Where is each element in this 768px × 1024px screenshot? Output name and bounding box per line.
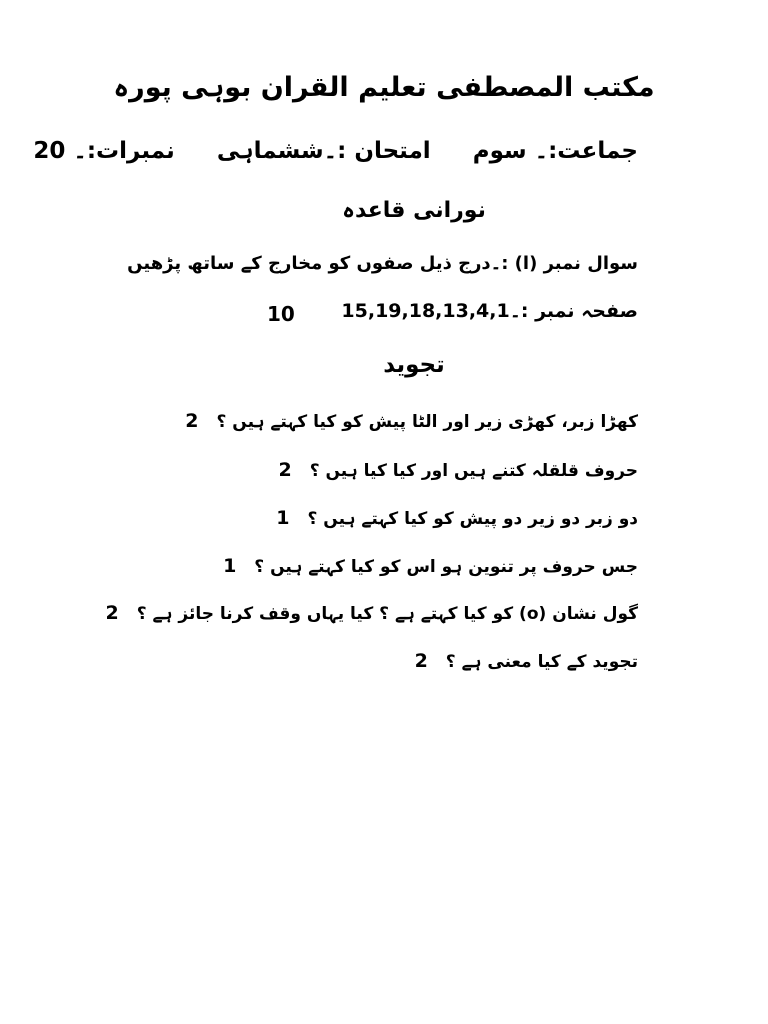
tajweed-question	[278, 459, 638, 481]
tajweed-question	[276, 507, 638, 529]
class-field: جماعت:۔ سوم	[472, 138, 638, 164]
question-text: جس حروف پر تنوین ہو اس کو کیا کہتے ہیں ؟	[254, 557, 638, 577]
exam-field: امتحان :۔ششماہی	[216, 138, 431, 164]
tajweed-question	[185, 410, 638, 432]
question-marks: 2	[278, 459, 292, 481]
school-title: مکتب المصطفی تعلیم القران بوہی پورہ	[113, 72, 655, 103]
question-text: دو زبر دو زیر دو پیش کو کیا کہتے ہیں ؟	[307, 509, 638, 529]
question-text: تجوید کے کیا معنی ہے ؟	[445, 652, 638, 672]
question-marks: 1	[223, 555, 237, 577]
question-marks: 2	[105, 602, 119, 624]
question-text: گول نشان (o) کو کیا کہتے ہے ؟ کیا یہاں وقف کرنا جائز ہے ؟	[136, 604, 638, 624]
section-heading-tajweed: تجوید	[383, 352, 445, 378]
tajweed-question	[106, 602, 638, 624]
tajweed-question	[223, 555, 638, 577]
pages-list: صفحہ نمبر :۔15,19,18,13,4,1	[341, 300, 638, 322]
marks-field: نمبرات:۔ 20	[33, 138, 175, 164]
section-heading-noorani: نورانی قاعدہ	[342, 198, 486, 223]
question-marks: 2	[185, 410, 199, 432]
exam-info-line	[0, 138, 638, 164]
question-text: حروف قلقلہ کتنے ہیں اور کیا کیا ہیں ؟	[309, 461, 638, 481]
question-marks: 1	[276, 507, 290, 529]
question-text: کھڑا زبر، کھڑی زیر اور الٹا پیش کو کیا کہتے ہیں ؟	[216, 412, 638, 432]
question-marks: 2	[414, 650, 428, 672]
pages-marks: 10	[267, 302, 295, 326]
question-1: سوال نمبر (ا) :۔درج ذیل صفوں کو مخارج کے ساتھ پڑھیں	[127, 253, 638, 274]
tajweed-question	[415, 650, 638, 672]
